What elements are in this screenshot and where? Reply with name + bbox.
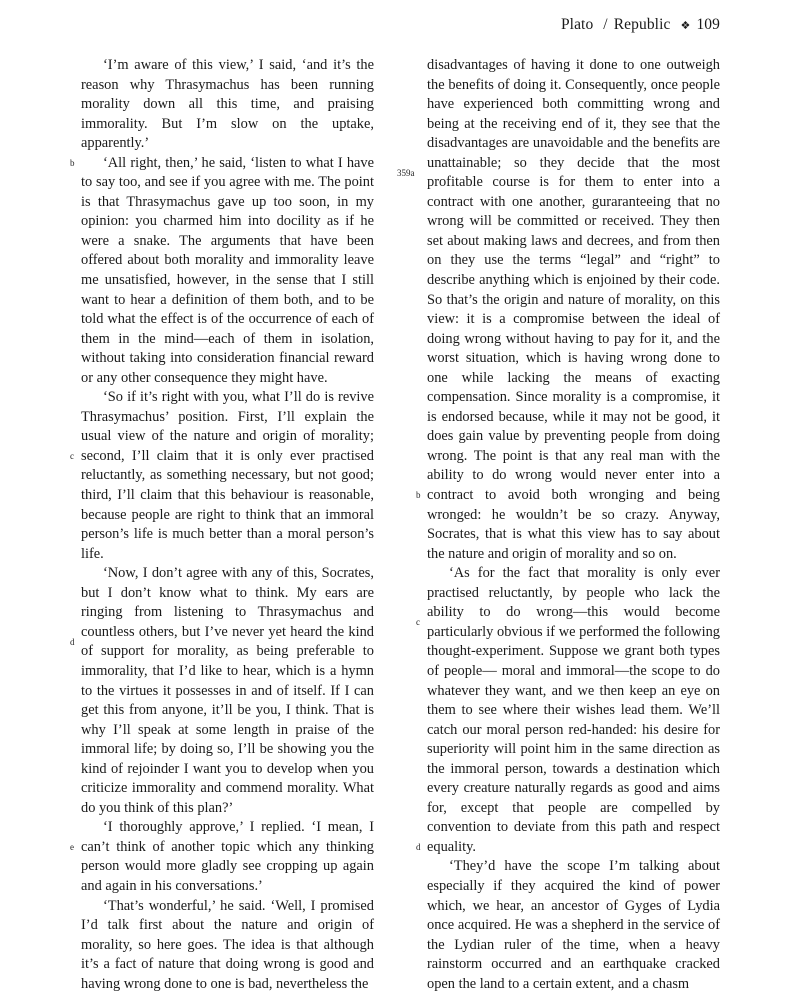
- paragraph: ‘They’d have the scope I’m talking about especially if they acquired the kind of power which, we hear, an ancestor of Gyges of Lydia once acquired. He was a shepherd in the service of the Lydian ruler of the time, when a heavy rainstorm occurred and an earthquake cracked open the land to a certain extent, and a chasm: [427, 858, 720, 992]
- stephanus-marker-b: b: [70, 157, 75, 168]
- paragraph: disadvantages of having it done to one outweigh the benefits of doing it. Consequently, once people have experienced both committing wrong and being at the receiving end of it, they see that the disadvantages are unavoidable and the benefits are unattainable; so they decide that the most profitable course is for them to enter into a contract with one another, gurаranteeing that no wrong will be committed or received. They then set about making laws and decrees, and from then on they use the terms “legal” and “right” to describe anything which is enjoined by their code. So that’s the origin and nature of morality, on this view: it is a compromise between the ideal of doing wrong without having to pay for it, and the worst situation, which is having wrong done to one while lacking the means of exacting compensation. Since morality is a compromise, it is endorsed because, while it may not be good, it does gain value by preventing people from doing wrong. The point is that any real man with the ability to do wrong would never enter into a contract to avoid both wronging and being wronged: he wouldn’t be so crazy. Anyway, Socrates, that is what this view has to say about the nature and origin of morality and so on.: [427, 57, 720, 562]
- paragraph: ‘That’s wonderful,’ he said. ‘Well, I promised I’d talk first about the nature and origin of morality, so here goes. The idea is that although it’s a fact of nature that doing wrong is good and having wrong done to one is bad, nevertheless the: [81, 897, 374, 992]
- header-title: Republic: [613, 16, 671, 33]
- stephanus-marker-e: e: [70, 841, 74, 852]
- ornament-icon: ❖: [680, 19, 691, 32]
- stephanus-marker-d: d: [416, 841, 421, 852]
- paragraph: ‘So if it’s right with you, what I’ll do is revive Thrasymachus’ position. First, I’ll explain the usual view of the nature and origin of morality; second, I’ll claim that it is only ever practised reluctantly, as something necessary, but not good; third, I’ll claim that this behaviour is reasonable, because people are right to think that an immoral person’s life is much better than a moral person’s life.: [81, 389, 374, 562]
- header-author: Plato: [560, 16, 594, 33]
- paragraph: ‘All right, then,’ he said, ‘listen to what I have to say too, and see if you agree with me. The point is that Thrasymachus gave up too soon, in my opinion: you charmed him into docility as if he were a snake. The arguments that have been offered about both morality and immorality leave me unsatisfied, however, in the sense that I still want to hear a definition of them both, and to be told what the effect is of the occurrence of each of them in the mind—each of them in isolation, without taking into consideration financial reward or any other consequence they might have.: [81, 154, 374, 386]
- paragraph: ‘As for the fact that morality is only ever practised reluctantly, by people who lack the ability to do wrong—this would become particularly obvious if we performed the following thought-experiment. Suppose we grant both types of people— moral and immoral—the scope to do whatever they want, and we then keep an eye on them to see where their wishes lead them. We’ll catch our moral person red-handed: his desire for superiority will point him in the same direction as the immoral person, towards a destination which every creature naturally regards as good and aims for, except that people are compelled by convention to deviate from this path and respect equality.: [427, 565, 720, 855]
- header-separator: /: [603, 16, 608, 33]
- left-column: [70, 56, 374, 994]
- running-header: [561, 16, 720, 34]
- stephanus-marker-359a: 359a: [397, 167, 415, 178]
- page-number: 109: [696, 16, 720, 33]
- stephanus-marker-d: d: [70, 636, 75, 647]
- paragraph: ‘Now, I don’t agree with any of this, Socrates, but I don’t know what to think. My ears are ringing from listening to Thrasymachus and countless others, but I’ve never yet heard the kind of support for morality, as being preferable to immorality, that I’d like to hear, which is a hymn to the virtues it possesses in and of itself. If I can get this from anyone, it’ll be you, I think. That is why I’ll speak at some length in praise of the immoral life; by doing so, I’ll be showing you the kind of rejoinder I want you to develop when you criticize immorality and commend morality. What do you think of this plan?’: [81, 565, 374, 816]
- right-column: [397, 56, 720, 994]
- stephanus-marker-b: b: [416, 490, 421, 500]
- paragraph: ‘I thoroughly approve,’ I replied. ‘I mean, I can’t think of another topic which any thinking person would more gladly see cropping up again and again in his conversations.’: [81, 819, 374, 894]
- stephanus-marker-c: c: [416, 617, 420, 628]
- stephanus-marker-c: c: [70, 450, 74, 461]
- paragraph: ‘I’m aware of this view,’ I said, ‘and it’s the reason why Thrasymachus has been running morality down all this time, and praising immorality. But I’m slow on the uptake, apparently.’: [81, 57, 374, 152]
